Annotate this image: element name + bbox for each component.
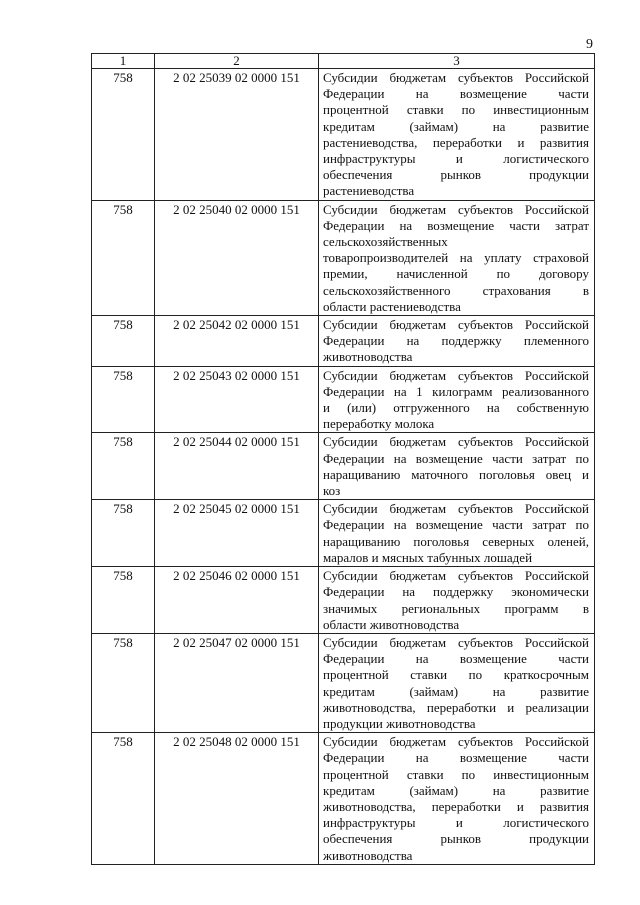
income-code-cell: 2 02 25047 02 0000 151 [155,633,319,732]
admin-code-cell: 758 [92,500,155,567]
income-name-line: процентной ставки по инвестиционным [323,102,589,118]
income-name-line: обеспечения рынков продукции [323,831,589,847]
income-code-cell: 2 02 25039 02 0000 151 [155,69,319,201]
column-header-2: 2 [155,54,319,69]
income-name-line: Субсидии бюджетам субъектов Российской [323,501,589,517]
income-name-line: растениеводства [323,183,415,199]
budget-classification-table [91,53,595,865]
income-name-line: животноводства [323,349,413,365]
income-name-cell [319,633,595,732]
table-row [92,69,595,201]
income-name-line: Федерации на возмещение части затрат по [323,517,589,533]
income-name-line: инфраструктуры и логистического [323,815,589,831]
income-code-cell: 2 02 25040 02 0000 151 [155,200,319,315]
column-header-3: 3 [319,54,595,69]
table-body [92,69,595,865]
income-name-line: животноводства, переработки и развития [323,798,589,814]
admin-code-cell: 758 [92,567,155,634]
table-row [92,366,595,433]
income-name-cell [319,500,595,567]
admin-code-cell: 758 [92,200,155,315]
income-name-line: обеспечения рынков продукции [323,167,589,183]
income-name-line: маралов и мясных табунных лошадей [323,549,533,565]
income-name-line: Федерации на поддержку племенного [323,333,589,349]
income-name-line: наращиванию маточного поголовья овец и [323,466,589,482]
income-name-cell [319,200,595,315]
income-name-line: кредитам (займам) на развитие [323,118,589,134]
admin-code-cell: 758 [92,733,155,865]
table-row [92,500,595,567]
income-name-line: Субсидии бюджетам субъектов Российской [323,367,589,383]
income-name-line: кредитам (займам) на развитие [323,782,589,798]
income-name-line: животноводства [323,847,413,863]
income-code-cell: 2 02 25045 02 0000 151 [155,500,319,567]
income-name-line: области растениеводства [323,298,461,314]
income-name-line: Федерации на возмещение части [323,651,589,667]
income-name-cell [319,733,595,865]
income-name-cell [319,567,595,634]
income-name-line: переработку молока [323,416,435,432]
income-name-line: Субсидии бюджетам субъектов Российской [323,634,589,650]
income-name-line: значимых региональных программ в [323,600,589,616]
income-name-line: Субсидии бюджетам субъектов Российской [323,434,589,450]
income-code-cell: 2 02 25044 02 0000 151 [155,433,319,500]
income-name-cell [319,69,595,201]
income-name-cell [319,316,595,367]
income-name-line: Федерации на 1 килограмм реализованного [323,383,589,399]
income-name-line: Субсидии бюджетам субъектов Российской [323,201,589,217]
income-name-line: и (или) отгруженного на собственную [323,400,589,416]
table-header-row [92,54,595,69]
income-name-line: инфраструктуры и логистического [323,151,589,167]
income-name-line: растениеводства, переработки и развития [323,134,589,150]
page-number: 9 [586,37,593,52]
income-name-line: Федерации на возмещение части затрат [323,217,589,233]
table-row [92,633,595,732]
income-name-line: Субсидии бюджетам субъектов Российской [323,734,589,750]
income-name-line: процентной ставки по инвестиционным [323,766,589,782]
admin-code-cell: 758 [92,633,155,732]
income-code-cell: 2 02 25046 02 0000 151 [155,567,319,634]
income-code-cell: 2 02 25042 02 0000 151 [155,316,319,367]
income-name-line: процентной ставки по краткосрочным [323,667,589,683]
income-name-line: сельскохозяйственного страхования в [323,282,589,298]
income-name-cell [319,433,595,500]
table-row [92,567,595,634]
column-header-1: 1 [92,54,155,69]
income-name-line: товаропроизводителей на уплату страховой [323,250,589,266]
income-name-line: Федерации на поддержку экономически [323,584,589,600]
table-row [92,200,595,315]
admin-code-cell: 758 [92,69,155,201]
income-name-cell [319,366,595,433]
table-row [92,733,595,865]
income-name-line: продукции животноводства [323,715,476,731]
table-row [92,433,595,500]
income-name-line: Субсидии бюджетам субъектов Российской [323,568,589,584]
income-name-line: Субсидии бюджетам субъектов Российской [323,70,589,85]
income-name-line: кредитам (займам) на развитие [323,683,589,699]
income-name-line: коз [323,483,341,499]
income-name-line: Федерации на возмещение части [323,750,589,766]
income-name-line: животноводства, переработки и реализации [323,699,589,715]
income-name-line: Субсидии бюджетам субъектов Российской [323,317,589,333]
income-name-line: наращиванию поголовья северных оленей, [323,533,589,549]
income-code-cell: 2 02 25043 02 0000 151 [155,366,319,433]
income-name-line: сельскохозяйственных [323,234,448,250]
income-name-line: премии, начисленной по договору [323,266,589,282]
income-name-line: области животноводства [323,616,460,632]
admin-code-cell: 758 [92,316,155,367]
income-code-cell: 2 02 25048 02 0000 151 [155,733,319,865]
admin-code-cell: 758 [92,433,155,500]
income-name-line: Федерации на возмещение части [323,86,589,102]
table-row [92,316,595,367]
income-name-line: Федерации на возмещение части затрат по [323,450,589,466]
admin-code-cell: 758 [92,366,155,433]
